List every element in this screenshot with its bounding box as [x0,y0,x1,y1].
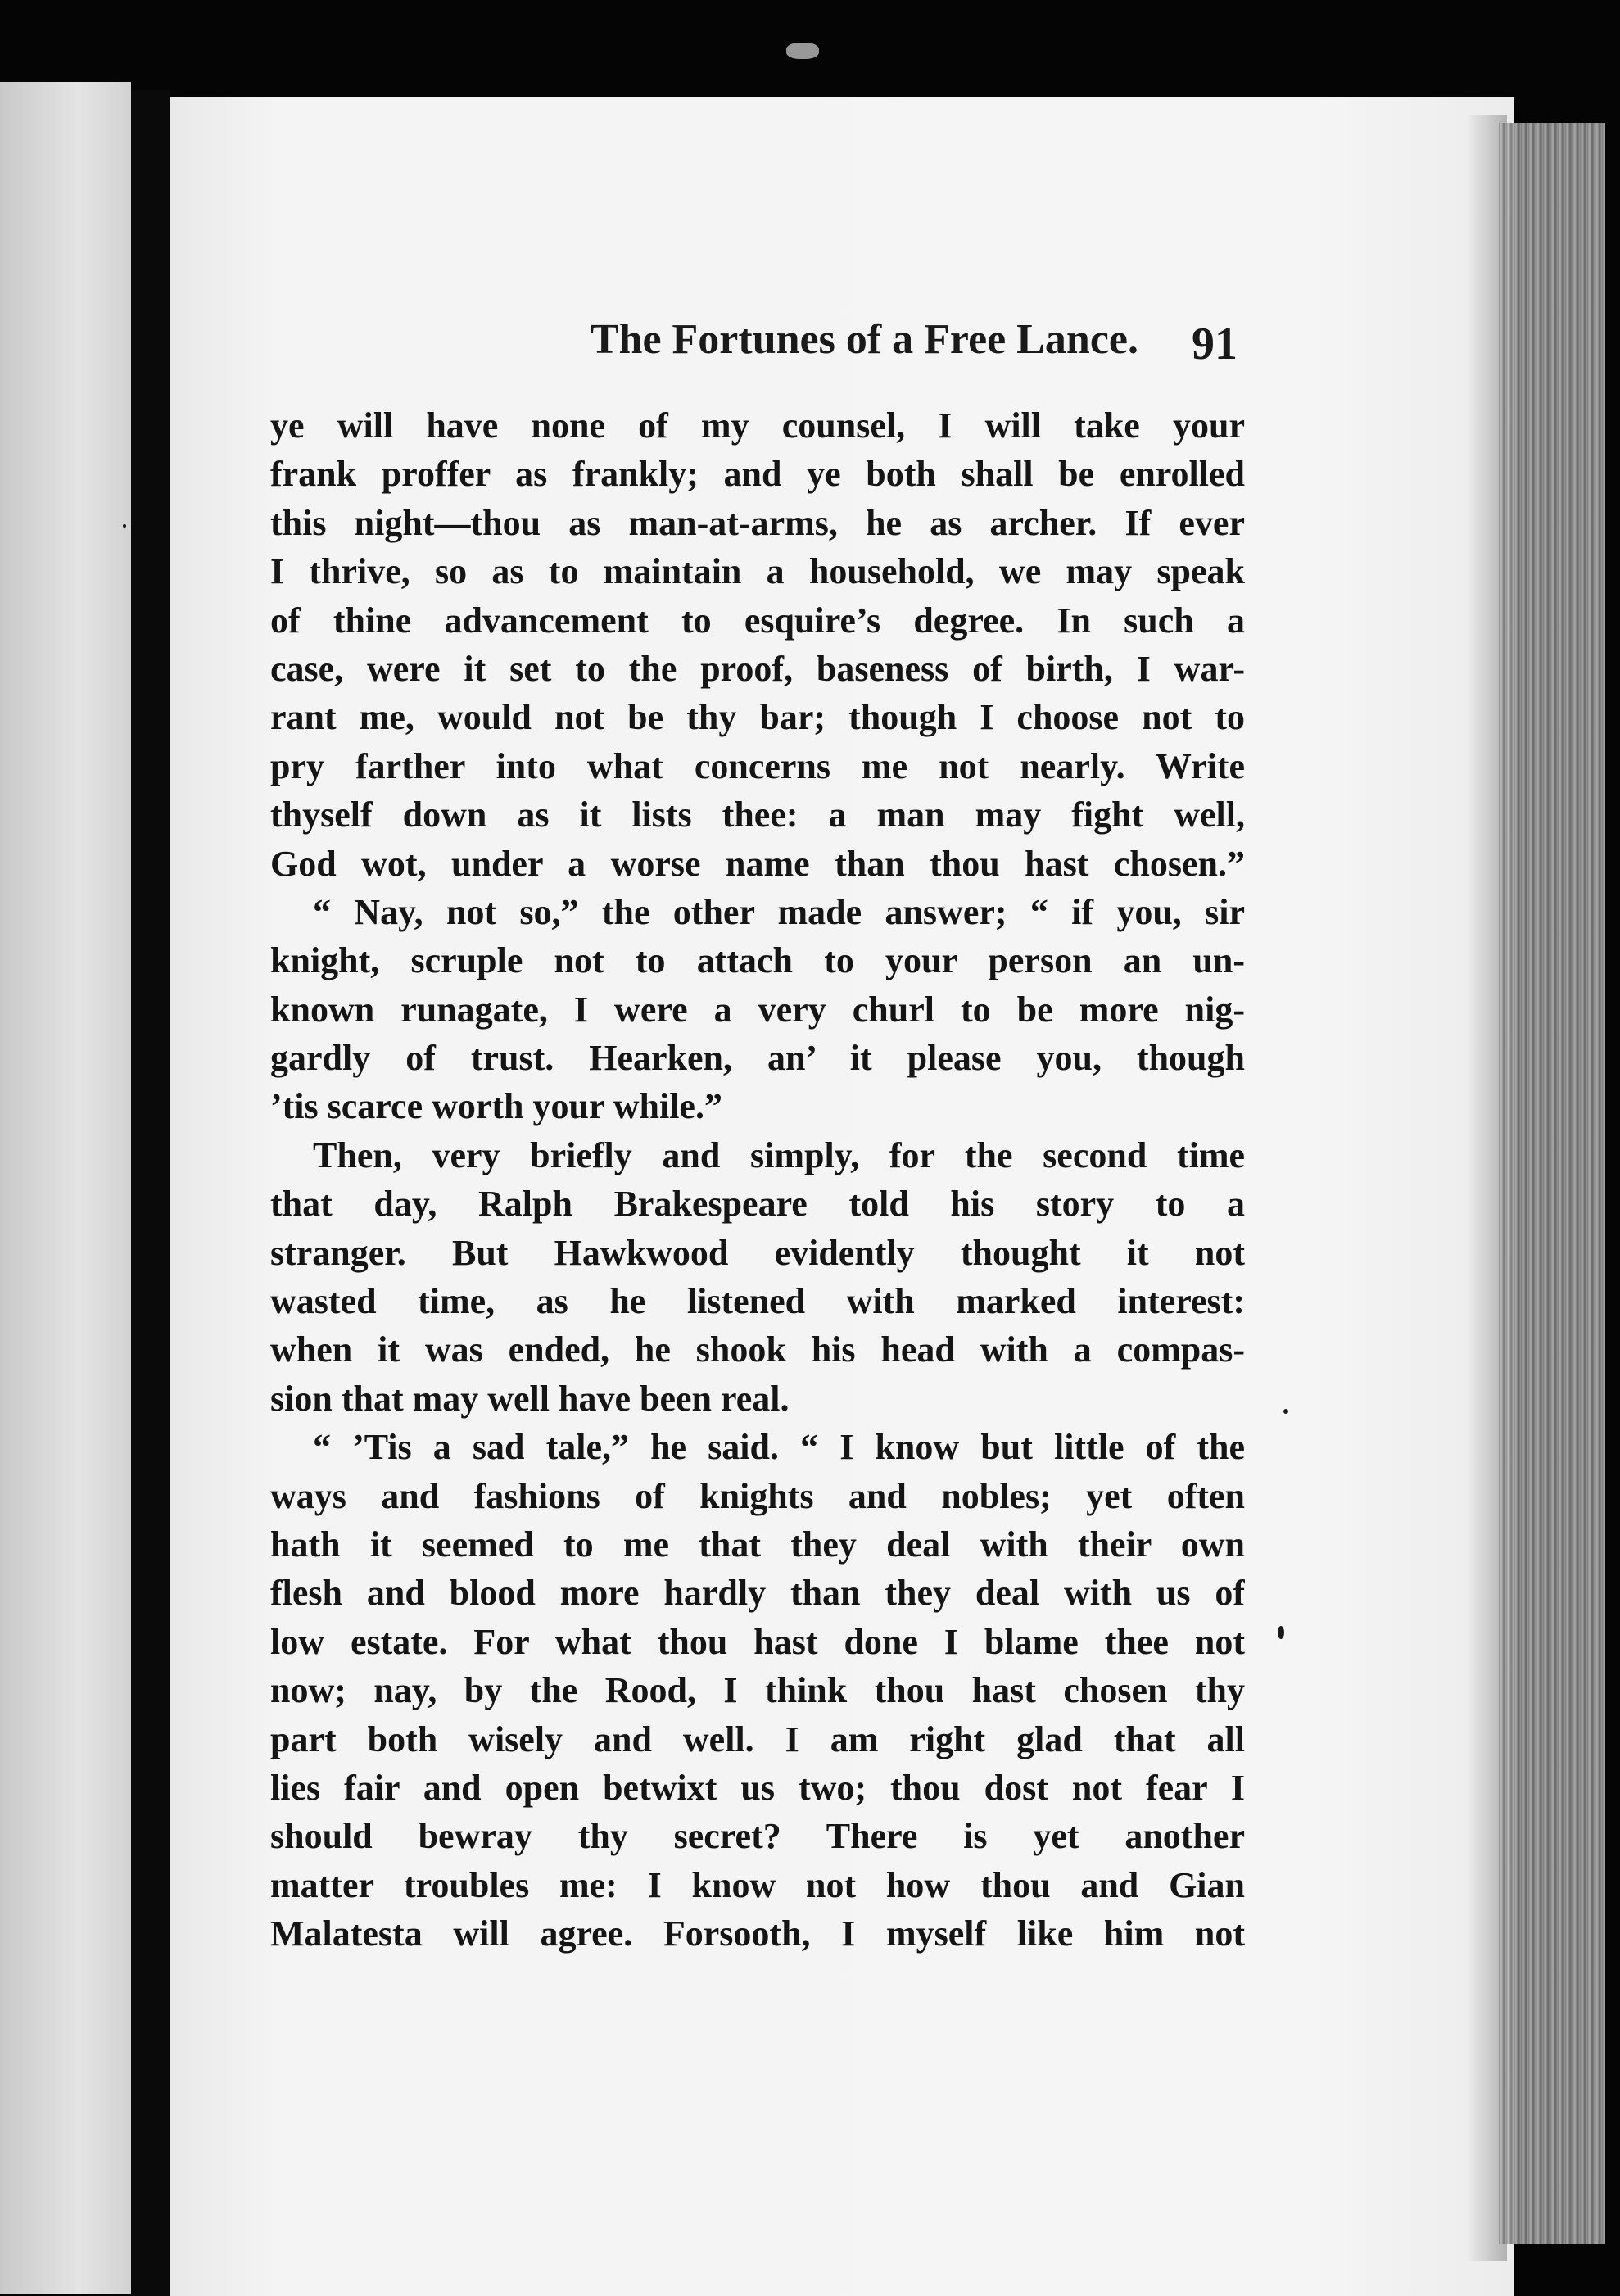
scan-artifact [786,43,819,59]
text-line: thyself down as it lists thee: a man may fight well, [270,795,1245,836]
running-head-title: The Fortunes of a Free Lance. [590,316,1138,363]
text-line: Then, very briefly and simply, for the second time [313,1134,1245,1175]
ink-speck [123,524,126,528]
text-line: ye will have none of my counsel, I will take your [270,405,1245,446]
stacked-page-edges [1499,123,1605,2244]
text-line: hath it seemed to me that they deal with their own [270,1524,1245,1565]
text-line: when it was ended, he shook his head with a compas- [270,1329,1245,1370]
text-line: low estate. For what thou hast done I blame thee not [270,1621,1245,1662]
text-line: pry farther into what concerns me not nearly. Write [270,745,1245,786]
text-line: should bewray thy secret? There is yet another [270,1816,1245,1857]
text-line: frank proffer as frankly; and ye both shall be enrolled [270,454,1245,495]
text-line: lies fair and open betwixt us two; thou dost not fear I [270,1767,1245,1808]
ink-speck [1283,1409,1288,1414]
text-line: case, were it set to the proof, baseness of birth, I war- [270,648,1245,689]
text-line: knight, scruple not to attach to your person an un- [270,940,1245,981]
facing-page-edge [0,82,131,2294]
text-line: “ ’Tis a sad tale,” he said. “ I know but little of the [313,1427,1245,1468]
text-line: Malatesta will agree. Forsooth, I myself like him not [270,1913,1245,1954]
text-line: now; nay, by the Rood, I think thou hast chosen thy [270,1670,1245,1711]
body-text [270,401,1245,1959]
text-line: sion that may well have been real. [270,1378,790,1419]
text-line: ways and fashions of knights and nobles; yet often [270,1475,1245,1516]
text-line: gardly of trust. Hearken, an’ it please you, though [270,1038,1245,1079]
text-line: wasted time, as he listened with marked interest: [270,1281,1245,1322]
ink-speck [1278,1626,1284,1639]
text-line: known runagate, I were a very churl to be more nig- [270,989,1245,1030]
text-line: rant me, would not be thy bar; though I choose not to [270,697,1245,738]
text-line: matter troubles me: I know not how thou and Gian [270,1864,1245,1905]
page-number: 91 [1192,319,1238,369]
text-line: I thrive, so as to maintain a household, we may speak [270,551,1245,592]
text-line: God wot, under a worse name than thou hast chosen.” [270,843,1245,884]
text-line: flesh and blood more hardly than they deal with us of [270,1573,1245,1614]
text-line: of thine advancement to esquire’s degree. In such a [270,600,1245,641]
running-head [270,315,1245,364]
text-line: ’tis scarce worth your while.” [270,1086,722,1127]
text-line: part both wisely and well. I am right glad that all [270,1719,1245,1759]
book-gutter [131,90,170,2296]
text-line: this night—thou as man-at-arms, he as archer. If ever [270,502,1245,543]
text-line: that day, Ralph Brakespeare told his story to a [270,1184,1245,1225]
text-line: “ Nay, not so,” the other made answer; “ if you, sir [313,891,1245,932]
text-line: stranger. But Hawkwood evidently thought it not [270,1232,1245,1273]
